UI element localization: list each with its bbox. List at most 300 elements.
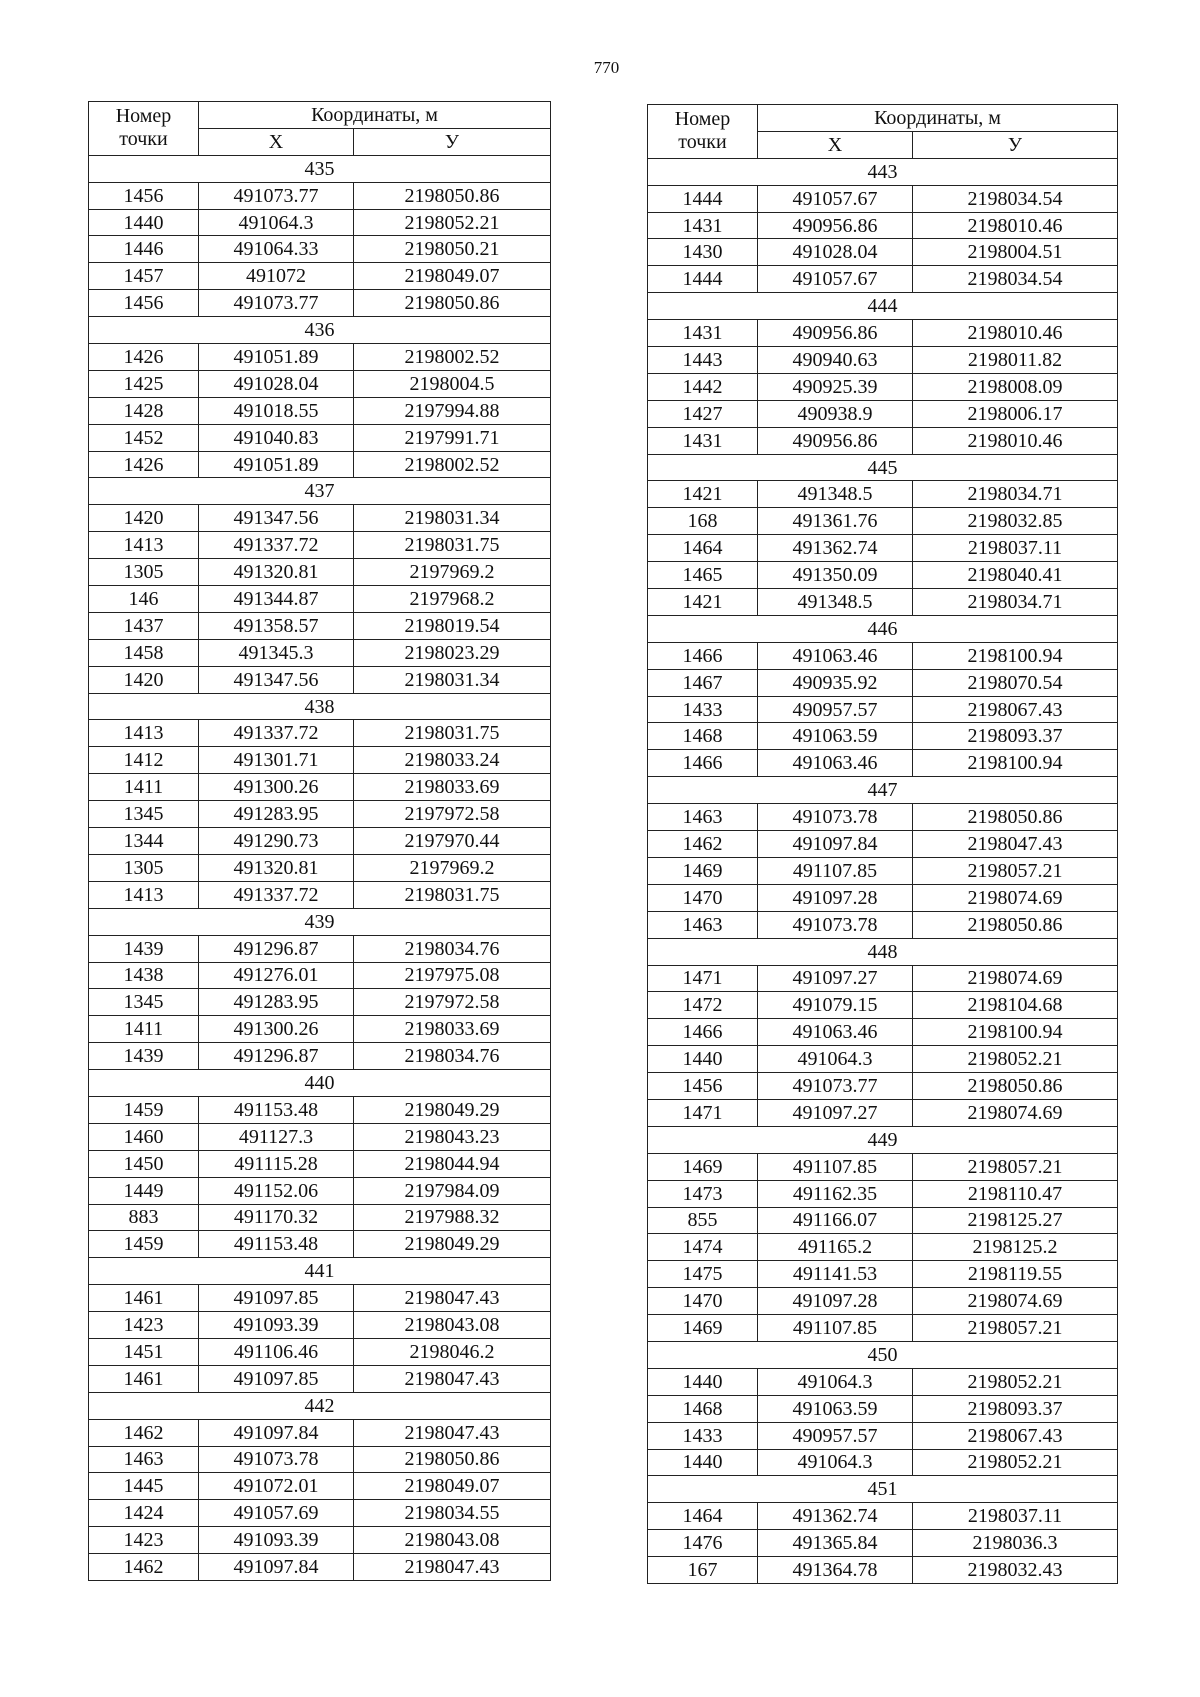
x-coordinate-cell: 490935.92: [758, 669, 913, 696]
point-number-cell: 1421: [648, 589, 758, 616]
table-row: [89, 881, 551, 908]
parcel-number: 439: [89, 908, 551, 935]
y-coordinate-cell: 2198052.21: [913, 1449, 1118, 1476]
table-row: [648, 1046, 1118, 1073]
table-row: [89, 532, 551, 559]
parcel-number: 437: [89, 478, 551, 505]
parcel-number: 435: [89, 155, 551, 182]
table-row: [648, 239, 1118, 266]
point-number-cell: 1426: [89, 344, 199, 371]
y-coordinate-cell: 2198043.23: [354, 1123, 551, 1150]
y-coordinate-cell: 2198019.54: [354, 612, 551, 639]
y-coordinate-cell: 2198034.76: [354, 935, 551, 962]
x-coordinate-cell: 491018.55: [199, 397, 354, 424]
coordinates-table-right: [647, 104, 1118, 1584]
y-coordinate-cell: 2198047.43: [354, 1419, 551, 1446]
table-row: [648, 1099, 1118, 1126]
table-row: [89, 854, 551, 881]
point-number-cell: 1428: [89, 397, 199, 424]
table-row: [648, 884, 1118, 911]
y-coordinate-cell: 2198010.46: [913, 320, 1118, 347]
point-number-cell: 146: [89, 586, 199, 613]
y-column-header: У: [913, 131, 1118, 158]
y-coordinate-cell: 2198049.29: [354, 1231, 551, 1258]
x-coordinate-cell: 491283.95: [199, 801, 354, 828]
y-coordinate-cell: 2198043.08: [354, 1312, 551, 1339]
point-number-cell: 1305: [89, 854, 199, 881]
table-row: [648, 750, 1118, 777]
x-coordinate-cell: 491153.48: [199, 1096, 354, 1123]
table-row: [648, 992, 1118, 1019]
point-number-cell: 1467: [648, 669, 758, 696]
x-coordinate-cell: 491064.3: [758, 1046, 913, 1073]
x-coordinate-cell: 491361.76: [758, 508, 913, 535]
y-coordinate-cell: 2197968.2: [354, 586, 551, 613]
point-number-cell: 1431: [648, 427, 758, 454]
y-coordinate-cell: 2198052.21: [913, 1368, 1118, 1395]
point-number-cell: 1423: [89, 1527, 199, 1554]
table-row: [89, 1043, 551, 1070]
table-row: [89, 424, 551, 451]
x-coordinate-cell: 490925.39: [758, 373, 913, 400]
x-coordinate-cell: 491296.87: [199, 935, 354, 962]
x-coordinate-cell: 491362.74: [758, 535, 913, 562]
table-row: [89, 505, 551, 532]
parcel-group-row: [648, 615, 1118, 642]
parcel-group-row: [648, 938, 1118, 965]
y-coordinate-cell: 2198002.52: [354, 451, 551, 478]
y-coordinate-cell: 2198052.21: [913, 1046, 1118, 1073]
x-coordinate-cell: 491107.85: [758, 1153, 913, 1180]
x-coordinate-cell: 491057.67: [758, 185, 913, 212]
point-number-cell: 1456: [89, 182, 199, 209]
table-row: [648, 373, 1118, 400]
y-coordinate-cell: 2198047.43: [354, 1285, 551, 1312]
y-coordinate-cell: 2198074.69: [913, 1288, 1118, 1315]
x-coordinate-cell: 491358.57: [199, 612, 354, 639]
point-number-cell: 1424: [89, 1500, 199, 1527]
table-row: [89, 1365, 551, 1392]
point-number-cell: 1457: [89, 263, 199, 290]
point-number-cell: 1427: [648, 400, 758, 427]
point-number-cell: 167: [648, 1557, 758, 1584]
table-row: [648, 185, 1118, 212]
x-coordinate-cell: 491073.77: [199, 182, 354, 209]
table-row: [89, 1285, 551, 1312]
point-number-cell: 855: [648, 1207, 758, 1234]
point-number-cell: 1433: [648, 696, 758, 723]
table-row: [648, 1288, 1118, 1315]
table-body-right: [648, 158, 1118, 1583]
y-coordinate-cell: 2198033.69: [354, 1016, 551, 1043]
x-coordinate-cell: 491093.39: [199, 1312, 354, 1339]
point-number-cell: 1459: [89, 1096, 199, 1123]
x-coordinate-cell: 491064.3: [199, 209, 354, 236]
point-number-cell: 1471: [648, 1099, 758, 1126]
table-row: [648, 804, 1118, 831]
table-row: [89, 559, 551, 586]
point-number-cell: 1462: [648, 831, 758, 858]
point-number-cell: 1462: [89, 1419, 199, 1446]
table-row: [89, 1123, 551, 1150]
point-number-cell: 1438: [89, 962, 199, 989]
table-row: [89, 747, 551, 774]
table-row: [648, 535, 1118, 562]
parcel-number: 448: [648, 938, 1118, 965]
parcel-group-row: [648, 1126, 1118, 1153]
x-coordinate-cell: 491073.78: [758, 804, 913, 831]
x-coordinate-cell: 490956.86: [758, 212, 913, 239]
point-number-cell: 168: [648, 508, 758, 535]
parcel-number: 445: [648, 454, 1118, 481]
point-number-cell: 1423: [89, 1312, 199, 1339]
point-number-cell: 1444: [648, 266, 758, 293]
x-coordinate-cell: 491153.48: [199, 1231, 354, 1258]
y-coordinate-cell: 2198010.46: [913, 427, 1118, 454]
table-row: [648, 1019, 1118, 1046]
x-coordinate-cell: 490957.57: [758, 696, 913, 723]
table-row: [648, 266, 1118, 293]
table-row: [648, 1180, 1118, 1207]
table-row: [648, 1503, 1118, 1530]
y-coordinate-cell: 2197969.2: [354, 559, 551, 586]
y-coordinate-cell: 2198100.94: [913, 750, 1118, 777]
x-coordinate-cell: 491337.72: [199, 881, 354, 908]
table-row: [89, 1554, 551, 1581]
y-coordinate-cell: 2198033.69: [354, 774, 551, 801]
table-row: [89, 1150, 551, 1177]
y-coordinate-cell: 2198034.54: [913, 266, 1118, 293]
y-coordinate-cell: 2198050.86: [354, 290, 551, 317]
table-row: [89, 666, 551, 693]
y-coordinate-cell: 2198031.75: [354, 881, 551, 908]
parcel-number: 436: [89, 317, 551, 344]
x-coordinate-cell: 491064.3: [758, 1449, 913, 1476]
y-coordinate-cell: 2198125.2: [913, 1234, 1118, 1261]
x-coordinate-cell: 491166.07: [758, 1207, 913, 1234]
y-coordinate-cell: 2198031.75: [354, 720, 551, 747]
parcel-number: 447: [648, 777, 1118, 804]
x-coordinate-cell: 491170.32: [199, 1204, 354, 1231]
table-row: [648, 642, 1118, 669]
point-number-cell: 1420: [89, 666, 199, 693]
x-coordinate-cell: 490957.57: [758, 1422, 913, 1449]
y-coordinate-cell: 2198032.43: [913, 1557, 1118, 1584]
point-number-cell: 1449: [89, 1177, 199, 1204]
y-coordinate-cell: 2197972.58: [354, 989, 551, 1016]
point-number-cell: 1458: [89, 639, 199, 666]
table-row: [648, 1207, 1118, 1234]
x-coordinate-cell: 491276.01: [199, 962, 354, 989]
point-number-cell: 1439: [89, 1043, 199, 1070]
point-number-cell: 1466: [648, 1019, 758, 1046]
y-column-header: У: [354, 128, 551, 155]
point-number-cell: 1305: [89, 559, 199, 586]
table-row: [648, 508, 1118, 535]
y-coordinate-cell: 2198070.54: [913, 669, 1118, 696]
y-coordinate-cell: 2198033.24: [354, 747, 551, 774]
y-coordinate-cell: 2197984.09: [354, 1177, 551, 1204]
point-number-cell: 1471: [648, 965, 758, 992]
parcel-group-row: [89, 155, 551, 182]
table-row: [648, 347, 1118, 374]
point-number-cell: 1411: [89, 1016, 199, 1043]
x-coordinate-cell: 491063.59: [758, 1395, 913, 1422]
y-coordinate-cell: 2197970.44: [354, 828, 551, 855]
x-coordinate-cell: 491337.72: [199, 720, 354, 747]
point-number-cell: 1469: [648, 1315, 758, 1342]
point-number-cell: 1345: [89, 989, 199, 1016]
x-coordinate-cell: 491063.59: [758, 723, 913, 750]
x-coordinate-cell: 491127.3: [199, 1123, 354, 1150]
point-number-cell: 1456: [89, 290, 199, 317]
x-coordinate-cell: 491057.67: [758, 266, 913, 293]
table-row: [89, 586, 551, 613]
table-row: [648, 1261, 1118, 1288]
point-number-cell: 1443: [648, 347, 758, 374]
x-coordinate-cell: 491300.26: [199, 1016, 354, 1043]
y-coordinate-cell: 2198002.52: [354, 344, 551, 371]
point-number-cell: 883: [89, 1204, 199, 1231]
y-coordinate-cell: 2198067.43: [913, 1422, 1118, 1449]
parcel-number: 450: [648, 1341, 1118, 1368]
x-coordinate-cell: 491079.15: [758, 992, 913, 1019]
table-row: [89, 962, 551, 989]
x-coordinate-cell: 491097.84: [199, 1419, 354, 1446]
table-row: [89, 1500, 551, 1527]
y-coordinate-cell: 2198037.11: [913, 1503, 1118, 1530]
x-coordinate-cell: 491072.01: [199, 1473, 354, 1500]
y-coordinate-cell: 2197969.2: [354, 854, 551, 881]
x-coordinate-cell: 491347.56: [199, 666, 354, 693]
table-row: [648, 696, 1118, 723]
point-number-cell: 1463: [648, 804, 758, 831]
x-coordinate-cell: 491097.28: [758, 884, 913, 911]
table-row: [648, 212, 1118, 239]
y-coordinate-cell: 2198052.21: [354, 209, 551, 236]
parcel-group-row: [89, 478, 551, 505]
y-coordinate-cell: 2198050.21: [354, 236, 551, 263]
x-coordinate-cell: 491028.04: [199, 370, 354, 397]
parcel-group-row: [648, 454, 1118, 481]
x-coordinate-cell: 491097.85: [199, 1365, 354, 1392]
coordinates-header: Координаты, м: [758, 105, 1118, 132]
y-coordinate-cell: 2198034.54: [913, 185, 1118, 212]
point-number-cell: 1462: [89, 1554, 199, 1581]
parcel-group-row: [89, 1258, 551, 1285]
x-coordinate-cell: 491097.27: [758, 1099, 913, 1126]
table-row: [89, 451, 551, 478]
table-row: [648, 911, 1118, 938]
point-number-cell: 1456: [648, 1073, 758, 1100]
parcel-number: 449: [648, 1126, 1118, 1153]
table-row: [89, 1231, 551, 1258]
x-coordinate-cell: 491152.06: [199, 1177, 354, 1204]
point-number-cell: 1469: [648, 1153, 758, 1180]
x-coordinate-cell: 491093.39: [199, 1527, 354, 1554]
table-row: [648, 562, 1118, 589]
x-coordinate-cell: 491107.85: [758, 857, 913, 884]
y-coordinate-cell: 2198049.29: [354, 1096, 551, 1123]
table-row: [89, 1527, 551, 1554]
point-number-cell: 1470: [648, 1288, 758, 1315]
table-row: [89, 720, 551, 747]
point-number-header: Номер точки: [648, 105, 758, 159]
parcel-group-row: [89, 1392, 551, 1419]
table-row: [648, 1530, 1118, 1557]
y-coordinate-cell: 2197988.32: [354, 1204, 551, 1231]
point-number-cell: 1451: [89, 1338, 199, 1365]
y-coordinate-cell: 2198006.17: [913, 400, 1118, 427]
table-row: [648, 1557, 1118, 1584]
point-number-cell: 1452: [89, 424, 199, 451]
point-number-cell: 1473: [648, 1180, 758, 1207]
point-number-cell: 1413: [89, 881, 199, 908]
x-coordinate-cell: 491141.53: [758, 1261, 913, 1288]
point-number-cell: 1472: [648, 992, 758, 1019]
point-number-cell: 1440: [648, 1449, 758, 1476]
x-coordinate-cell: 491073.78: [199, 1446, 354, 1473]
point-number-cell: 1440: [89, 209, 199, 236]
point-number-cell: 1431: [648, 320, 758, 347]
parcel-group-row: [648, 777, 1118, 804]
y-coordinate-cell: 2198067.43: [913, 696, 1118, 723]
y-coordinate-cell: 2198093.37: [913, 1395, 1118, 1422]
y-coordinate-cell: 2198049.07: [354, 1473, 551, 1500]
table-row: [89, 1177, 551, 1204]
x-coordinate-cell: 491364.78: [758, 1557, 913, 1584]
x-coordinate-cell: 491296.87: [199, 1043, 354, 1070]
table-row: [89, 989, 551, 1016]
y-coordinate-cell: 2198057.21: [913, 857, 1118, 884]
table-row: [89, 370, 551, 397]
y-coordinate-cell: 2198040.41: [913, 562, 1118, 589]
y-coordinate-cell: 2198034.71: [913, 481, 1118, 508]
point-number-cell: 1439: [89, 935, 199, 962]
x-coordinate-cell: 491072: [199, 263, 354, 290]
table-row: [89, 1473, 551, 1500]
point-number-cell: 1459: [89, 1231, 199, 1258]
y-coordinate-cell: 2198046.2: [354, 1338, 551, 1365]
x-coordinate-cell: 491063.46: [758, 750, 913, 777]
point-number-cell: 1421: [648, 481, 758, 508]
y-coordinate-cell: 2198074.69: [913, 1099, 1118, 1126]
y-coordinate-cell: 2198049.07: [354, 263, 551, 290]
x-coordinate-cell: 491097.84: [758, 831, 913, 858]
point-number-cell: 1468: [648, 723, 758, 750]
x-coordinate-cell: 491362.74: [758, 1503, 913, 1530]
y-coordinate-cell: 2198034.76: [354, 1043, 551, 1070]
y-coordinate-cell: 2198031.75: [354, 532, 551, 559]
y-coordinate-cell: 2198037.11: [913, 535, 1118, 562]
x-coordinate-cell: 491073.77: [199, 290, 354, 317]
y-coordinate-cell: 2198032.85: [913, 508, 1118, 535]
x-coordinate-cell: 491301.71: [199, 747, 354, 774]
table-body-left: [89, 155, 551, 1580]
table-row: [648, 1153, 1118, 1180]
point-number-cell: 1442: [648, 373, 758, 400]
y-coordinate-cell: 2198093.37: [913, 723, 1118, 750]
point-number-cell: 1425: [89, 370, 199, 397]
parcel-number: 443: [648, 158, 1118, 185]
x-coordinate-cell: 491165.2: [758, 1234, 913, 1261]
x-coordinate-cell: 491073.78: [758, 911, 913, 938]
x-coordinate-cell: 491350.09: [758, 562, 913, 589]
parcel-number: 441: [89, 1258, 551, 1285]
parcel-number: 440: [89, 1070, 551, 1097]
x-coordinate-cell: 491097.28: [758, 1288, 913, 1315]
x-coordinate-cell: 491073.77: [758, 1073, 913, 1100]
parcel-group-row: [89, 317, 551, 344]
x-coordinate-cell: 491290.73: [199, 828, 354, 855]
point-number-cell: 1450: [89, 1150, 199, 1177]
table-row: [89, 209, 551, 236]
parcel-group-row: [648, 1476, 1118, 1503]
x-coordinate-cell: 491344.87: [199, 586, 354, 613]
table-row: [89, 639, 551, 666]
y-coordinate-cell: 2197994.88: [354, 397, 551, 424]
point-number-cell: 1426: [89, 451, 199, 478]
point-number-cell: 1413: [89, 720, 199, 747]
y-coordinate-cell: 2198050.86: [913, 911, 1118, 938]
table-row: [648, 427, 1118, 454]
parcel-number: 438: [89, 693, 551, 720]
point-number-cell: 1464: [648, 1503, 758, 1530]
x-coordinate-cell: 490956.86: [758, 427, 913, 454]
y-coordinate-cell: 2197991.71: [354, 424, 551, 451]
y-coordinate-cell: 2198050.86: [354, 182, 551, 209]
point-number-cell: 1460: [89, 1123, 199, 1150]
coordinates-table-left: [88, 101, 551, 1581]
x-coordinate-cell: 491107.85: [758, 1315, 913, 1342]
y-coordinate-cell: 2198074.69: [913, 965, 1118, 992]
table-row: [89, 1016, 551, 1043]
table-row: [89, 1446, 551, 1473]
y-coordinate-cell: 2198034.55: [354, 1500, 551, 1527]
table-row: [648, 669, 1118, 696]
point-number-cell: 1469: [648, 857, 758, 884]
table-row: [89, 1096, 551, 1123]
x-coordinate-cell: 491106.46: [199, 1338, 354, 1365]
point-number-cell: 1446: [89, 236, 199, 263]
point-number-cell: 1464: [648, 535, 758, 562]
table-row: [89, 344, 551, 371]
point-number-cell: 1465: [648, 562, 758, 589]
y-coordinate-cell: 2198036.3: [913, 1530, 1118, 1557]
y-coordinate-cell: 2198050.86: [913, 1073, 1118, 1100]
point-number-cell: 1437: [89, 612, 199, 639]
x-coordinate-cell: 491064.33: [199, 236, 354, 263]
table-row: [89, 801, 551, 828]
y-coordinate-cell: 2198110.47: [913, 1180, 1118, 1207]
table-row: [89, 935, 551, 962]
x-column-header: X: [758, 131, 913, 158]
y-coordinate-cell: 2198050.86: [913, 804, 1118, 831]
point-number-cell: 1345: [89, 801, 199, 828]
table-row: [648, 1315, 1118, 1342]
point-number-cell: 1466: [648, 750, 758, 777]
x-coordinate-cell: 491115.28: [199, 1150, 354, 1177]
x-coordinate-cell: 491162.35: [758, 1180, 913, 1207]
point-number-cell: 1440: [648, 1368, 758, 1395]
x-coordinate-cell: 491337.72: [199, 532, 354, 559]
point-number-cell: 1412: [89, 747, 199, 774]
x-coordinate-cell: 491097.84: [199, 1554, 354, 1581]
x-coordinate-cell: 491348.5: [758, 589, 913, 616]
table-row: [648, 320, 1118, 347]
point-number-cell: 1430: [648, 239, 758, 266]
y-coordinate-cell: 2198004.5: [354, 370, 551, 397]
